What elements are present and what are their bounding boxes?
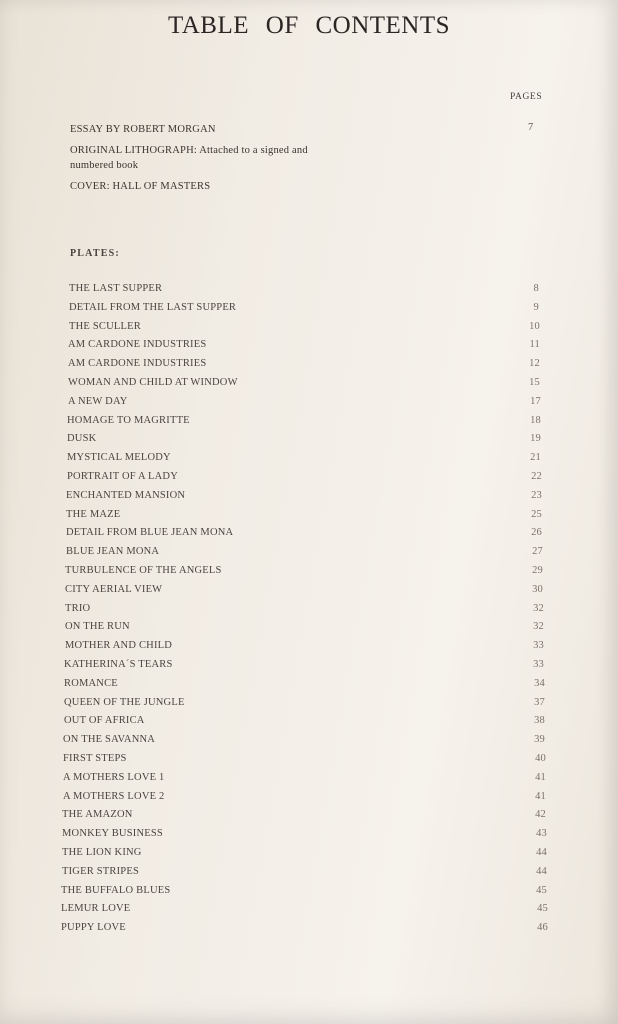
list-item	[0, 715, 618, 734]
plate-page: 41	[535, 790, 546, 802]
list-item	[0, 527, 618, 546]
plate-page: 40	[535, 752, 546, 764]
plate-page: 25	[531, 508, 542, 520]
plate-title: CITY AERIAL VIEW	[65, 583, 163, 595]
plate-page: 17	[530, 395, 541, 407]
plate-page: 41	[535, 771, 546, 783]
plate-title: PORTRAIT OF A LADY	[67, 470, 178, 482]
intro-entry	[70, 179, 550, 194]
plate-page: 45	[536, 884, 547, 896]
plate-title: FIRST STEPS	[63, 752, 127, 764]
plate-title: MOTHER AND CHILD	[65, 640, 173, 652]
list-item	[0, 772, 618, 791]
plate-page: 26	[531, 527, 542, 539]
plates-header: PLATES:	[70, 248, 120, 259]
plate-title: OUT OF AFRICA	[64, 715, 145, 727]
entry-title: ORIGINAL LITHOGRAPH: Attached to a signed and numbered book	[70, 145, 308, 171]
plate-title: ROMANCE	[64, 677, 118, 689]
plate-title: PUPPY LOVE	[61, 922, 126, 934]
list-item	[0, 302, 618, 321]
plate-title: ENCHANTED MANSION	[66, 489, 186, 501]
plate-page: 10	[529, 320, 540, 332]
plate-title: WOMAN AND CHILD AT WINDOW	[68, 376, 238, 388]
list-item	[0, 415, 618, 434]
entry-title: ESSAY BY ROBERT MORGAN	[70, 124, 216, 135]
plate-title: QUEEN OF THE JUNGLE	[64, 696, 185, 708]
plate-title: ON THE RUN	[65, 621, 130, 633]
list-item	[0, 640, 618, 659]
plate-page: 30	[532, 583, 543, 595]
list-item	[0, 697, 618, 716]
plate-page: 29	[532, 564, 543, 576]
plate-title: THE LAST SUPPER	[69, 283, 163, 294]
intro-section	[70, 122, 550, 194]
plate-title: DUSK	[67, 433, 97, 445]
plate-title: ON THE SAVANNA	[63, 734, 156, 746]
plate-title: MONKEY BUSINESS	[62, 828, 163, 840]
list-item	[0, 621, 618, 640]
list-item	[0, 903, 618, 922]
intro-entry	[70, 122, 550, 137]
plate-page: 46	[537, 922, 548, 934]
list-item	[0, 339, 618, 358]
plate-page: 18	[530, 414, 541, 426]
list-item	[0, 659, 618, 678]
plate-page: 9	[533, 301, 539, 313]
plate-title: KATHERINA´S TEARS	[64, 658, 173, 670]
list-item	[0, 866, 618, 885]
plate-title: AM CARDONE INDUSTRIES	[68, 339, 207, 351]
plate-page: 22	[531, 470, 542, 482]
list-item	[0, 471, 618, 490]
entry-title: COVER: HALL OF MASTERS	[70, 181, 211, 192]
plate-title: THE SCULLER	[69, 320, 141, 332]
plate-title: THE BUFFALO BLUES	[61, 884, 171, 896]
plate-page: 34	[534, 677, 545, 689]
plate-page: 33	[533, 658, 544, 670]
plate-title: BLUE JEAN MONA	[66, 546, 160, 558]
plate-page: 19	[530, 433, 541, 445]
plate-page: 39	[534, 734, 545, 746]
plate-page: 8	[533, 283, 539, 294]
plate-page: 11	[529, 339, 540, 351]
list-item	[0, 396, 618, 415]
plate-page: 42	[535, 809, 546, 821]
list-item	[0, 321, 618, 340]
plate-title: THE AMAZON	[62, 809, 133, 821]
list-item	[0, 847, 618, 866]
plate-title: A NEW DAY	[68, 395, 128, 407]
plate-page: 27	[532, 546, 543, 558]
list-item	[0, 565, 618, 584]
list-item	[0, 809, 618, 828]
plate-title: DETAIL FROM THE LAST SUPPER	[69, 301, 237, 313]
list-item	[0, 678, 618, 697]
list-item	[0, 791, 618, 810]
plate-page: 15	[529, 376, 540, 388]
list-item	[0, 603, 618, 622]
plate-title: TURBULENCE OF THE ANGELS	[65, 564, 222, 576]
plate-page: 43	[536, 828, 547, 840]
list-item	[0, 283, 618, 302]
plate-title: TRIO	[65, 602, 91, 614]
list-item	[0, 377, 618, 396]
plate-page: 32	[533, 602, 544, 614]
plate-title: THE MAZE	[66, 508, 121, 520]
list-item	[0, 584, 618, 603]
plate-title: MYSTICAL MELODY	[67, 452, 171, 464]
plate-page: 32	[533, 621, 544, 633]
list-item	[0, 885, 618, 904]
plate-page: 23	[531, 489, 542, 501]
plate-page: 38	[534, 715, 545, 727]
plate-page: 12	[529, 358, 540, 370]
list-item	[0, 452, 618, 471]
pages-column-header: PAGES	[510, 92, 543, 102]
plates-list	[0, 283, 618, 941]
list-item	[0, 922, 618, 941]
plate-title: A MOTHERS LOVE 2	[63, 790, 165, 802]
plate-page: 45	[537, 903, 548, 915]
list-item	[0, 546, 618, 565]
plate-page: 33	[533, 640, 544, 652]
list-item	[0, 509, 618, 528]
list-item	[0, 433, 618, 452]
plate-title: THE LION KING	[62, 846, 142, 858]
plate-title: LEMUR LOVE	[61, 903, 131, 915]
intro-entry	[70, 143, 550, 173]
plate-title: HOMAGE TO MAGRITTE	[67, 414, 190, 426]
list-item	[0, 734, 618, 753]
plate-title: A MOTHERS LOVE 1	[63, 771, 165, 783]
plate-title: AM CARDONE INDUSTRIES	[68, 358, 207, 370]
list-item	[0, 358, 618, 377]
plate-page: 21	[530, 452, 541, 464]
plate-page: 44	[536, 846, 547, 858]
plate-page: 37	[534, 696, 545, 708]
list-item	[0, 753, 618, 772]
plate-page: 44	[536, 865, 547, 877]
plate-title: TIGER STRIPES	[62, 865, 139, 877]
list-item	[0, 828, 618, 847]
list-item	[0, 490, 618, 509]
plate-title: DETAIL FROM BLUE JEAN MONA	[66, 527, 234, 539]
page-title: TABLE OF CONTENTS	[167, 12, 451, 39]
entry-page: 7	[528, 122, 534, 133]
